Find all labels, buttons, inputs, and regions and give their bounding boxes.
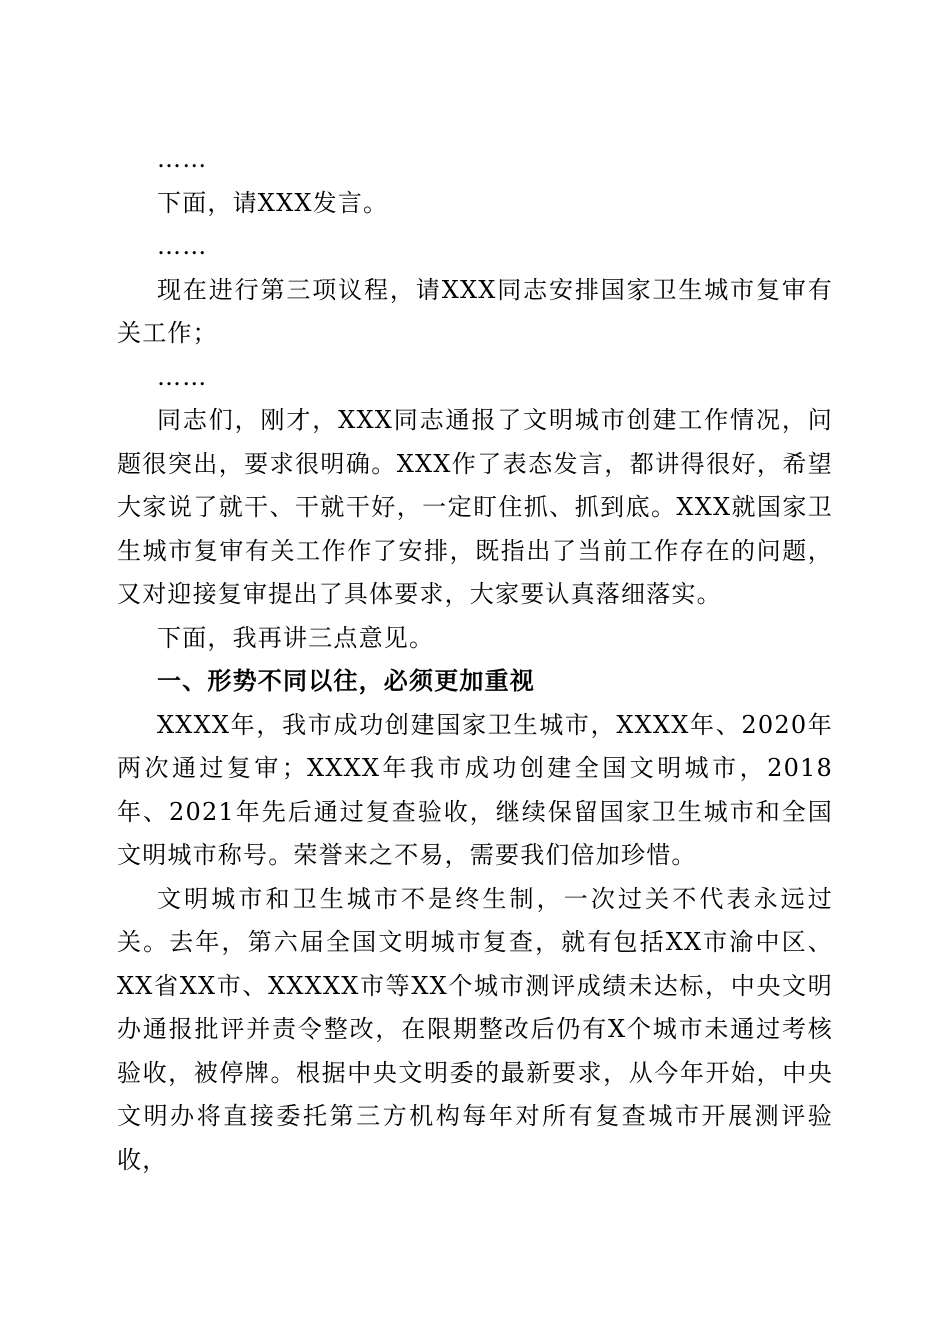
paragraph-summary: 同志们，刚才，XXX同志通报了文明城市创建工作情况，问题很突出，要求很明确。XXX作了表态发言，都讲得很好，希望大家说了就干、干就干好，一定盯住抓、抓到底。XXX就国家卫生城市复审有关工作作了安排，既指出了当前工作存在的问题，又对迎接复审提出了具体要求，大家要认真落细落实。 [117,406,833,608]
section-heading-1: 一、形势不同以往，必须更加重视 [157,667,535,695]
ellipsis-line-3: …… [157,362,208,391]
paragraph-third-agenda: 现在进行第三项议程，请XXX同志安排国家卫生城市复审有关工作； [117,275,833,347]
paragraph-not-lifetime: 文明城市和卫生城市不是终生制，一次过关不代表永远过关。去年，第六届全国文明城市复查，就有包括XX市渝中区、XX省XX市、XXXXX市等XX个城市测评成绩未达标，中央文明办通报批评并责令整改，在限期整改后仍有X个城市未通过考核验收，被停牌。根据中央文明委的最新要求，从今年开始，中央文明办将直接委托第三方机构每年对所有复查城市开展测评验收， [117,884,833,1174]
paragraph-three-points: 下面，我再讲三点意见。 [157,623,435,652]
paragraph-history: XXXX年，我市成功创建国家卫生城市，XXXX年、2020年两次通过复审；XXXX年我市成功创建全国文明城市，2018年、2021年先后通过复查验收，继续保留国家卫生城市和全国文明城市称号。荣誉来之不易，需要我们倍加珍惜。 [117,710,833,869]
document-body [117,138,833,1182]
ellipsis-line-2: …… [157,232,208,260]
paragraph-speech-invite: 下面，请XXX发言。 [157,188,389,217]
ellipsis-line-1: …… [157,145,208,173]
